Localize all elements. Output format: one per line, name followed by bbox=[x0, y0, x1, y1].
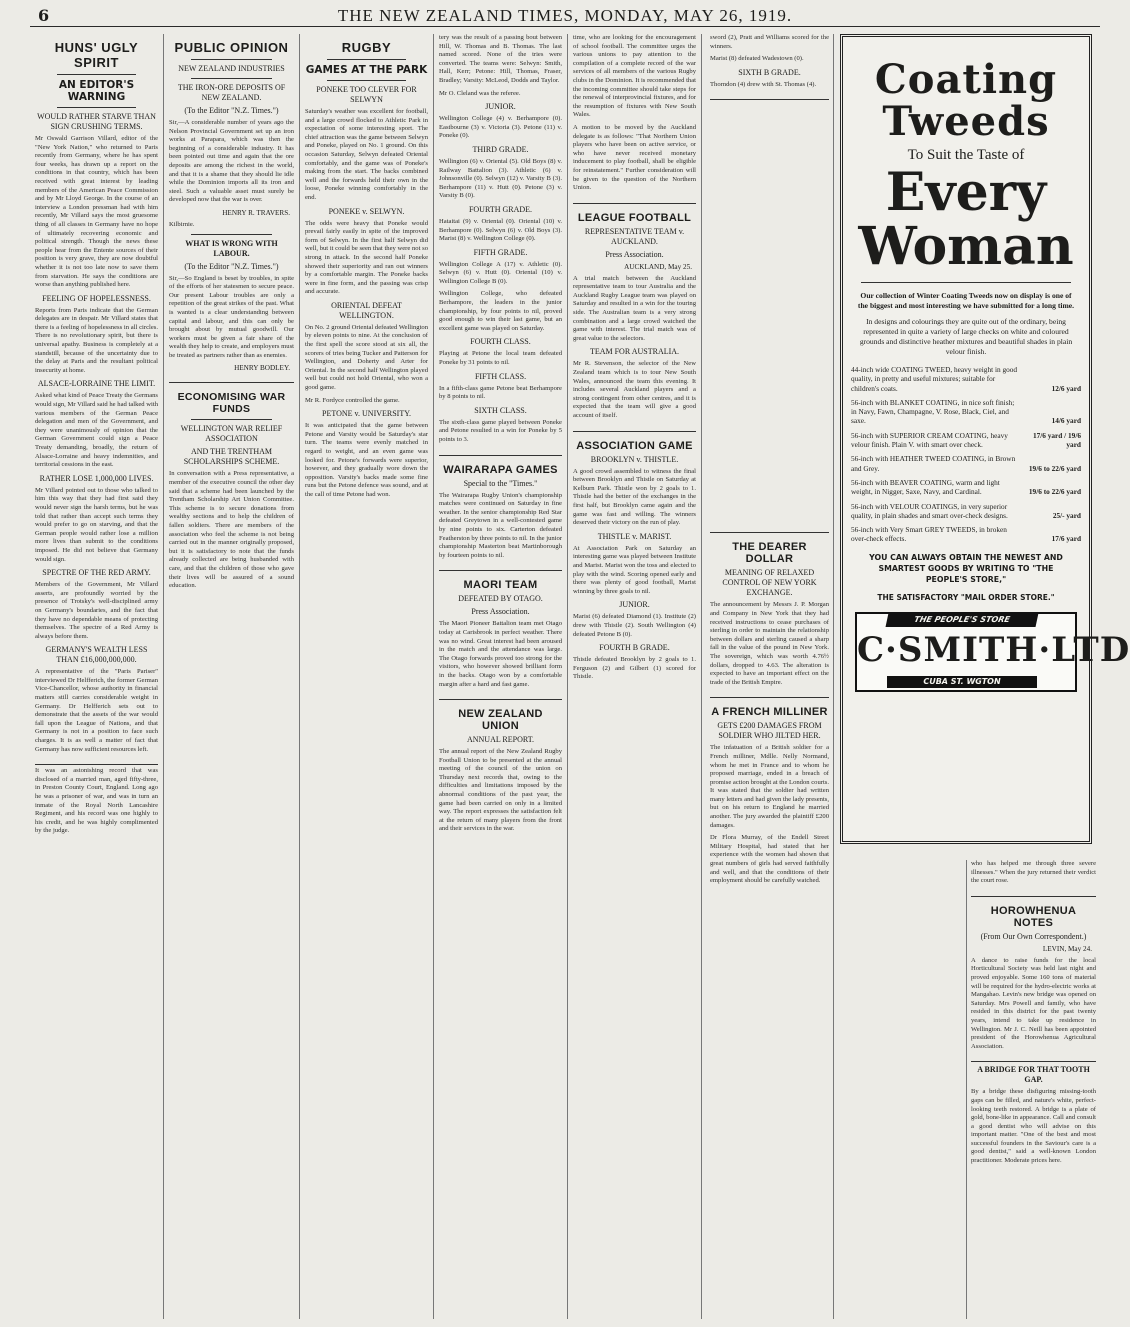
ad-mail-order: THE SATISFACTORY "MAIL ORDER STORE." bbox=[877, 592, 1055, 602]
ad-item-desc: 56-inch with VELOUR COATINGS, in very superior quality, in plain shades and smart over-check designs. bbox=[851, 501, 1008, 520]
article-paragraph: By a bridge these disfiguring missing-tooth gaps can be filled, and nature's white, perfect-looking teeth restored. A bridge is a plate of gold, bone-like in appearance. Call and consult a good dentist who will advise on this important matter. "One of the best and most successful founders in the Saviour's care is a good dentist," said a well-known London practitioner. Moderate prices here. bbox=[971, 1088, 1096, 1165]
article-paragraph: time, who are looking for the encouragement of school football. The committee urges the various unions to pay attention to the compilation of a complete record of the war services of all members of the various Rugby clubs in the Dominion. It is recommended that the incoming committee should take steps for the renewal of interprovincial fixtures, and for the resumption of fixtures with New South Wales. bbox=[573, 34, 696, 119]
ad-price-list bbox=[851, 365, 1081, 544]
subhead: SIXTH B GRADE. bbox=[738, 67, 801, 77]
results: Wellington College (4) v. Berhampore (0). Eastbourne (3) v. Victoria (3). Petone (11) v. Poneke (0). bbox=[439, 115, 562, 140]
ad-price-item bbox=[851, 478, 1081, 497]
byline: Special to the "Times." bbox=[463, 478, 538, 488]
subhead: SIXTH CLASS. bbox=[474, 405, 527, 415]
results: Wellington (6) v. Oriental (5). Old Boys (8) v. Railway Battalion (3). Athletic (6) v. Johnsonville (0). Selwyn (12) v. Varsity B (3). Berhampore (11) v. Hutt (0). Petone (3) v. Varsity B (0). bbox=[439, 157, 562, 200]
article-paragraph: Mr O. Cleland was the referee. bbox=[439, 89, 521, 97]
kicker: WELLINGTON WAR RELIEF ASSOCIATION bbox=[180, 424, 283, 444]
article-paragraph: The infatuation of a British soldier for a French milliner, Mdlle. Nelly Normand, whom he met in France and to whom he proposed marriage, ended in a breach of promise action brought at the London courts. It was stated that the soldier had written many letters and had given the lady presents, but on his return to England he married another. The jury awarded the plaintiff £200 damages. bbox=[710, 744, 829, 829]
divider bbox=[191, 419, 272, 420]
kicker-games-at-the-park: GAMES AT THE PARK bbox=[305, 64, 428, 76]
article-paragraph: tery was the result of a passing bout between Hill, W. Thomas and B. Thomas. The last named scored. None of the tries were converted. The teams were: Selwyn: Smith, Hall, Kerr; Petone: Hill, Thomas, Fraser, Bradley; Varsity: McLeod, Dodds and Taylor. bbox=[439, 34, 562, 84]
article-paragraph: The Maori Pioneer Battalion team met Otago today at Carisbrook in perfect weather. There was no wind. Great interest had been aroused in the match and the attendance was large. The Otago forwards proved too strong for the visitors, who however showed brilliant form in the backs. Otago won by a comfortable margin after a hard and fast game. bbox=[439, 620, 562, 688]
results: sword (2), Pratt and Williams scored for the winners. bbox=[710, 34, 829, 50]
ad-subtitle: To Suit the Taste of bbox=[907, 147, 1025, 163]
byline: Press Association. bbox=[605, 249, 664, 259]
ad-write-line: YOU CAN ALWAYS OBTAIN THE NEWEST AND SMARTEST GOODS BY WRITING TO "THE PEOPLE'S STORE," bbox=[869, 552, 1063, 584]
advertisement-coating-tweeds bbox=[840, 34, 1130, 844]
ad-price-item bbox=[851, 398, 1081, 426]
subheadline: WOULD RATHER STARVE THAN SIGN CRUSHING TERMS. bbox=[37, 112, 156, 131]
column-6 bbox=[706, 34, 834, 1319]
article-paragraph: It was an astonishing record that was disclosed of a married man, aged fifty-three, in Preston County Court, England. Long ago he was a prisoner of war, and was in turn an inmate of the Royal North Lancashire Regiment, and his record was one highly to his credit, and he was highly complimented by the judge. bbox=[35, 767, 158, 835]
article-paragraph: In a fifth-class game Petone beat Berhampore by 8 points to nil. bbox=[439, 384, 562, 401]
divider bbox=[191, 78, 272, 79]
logo-wordmark: C·SMITH·LTD bbox=[857, 629, 1130, 670]
divider bbox=[57, 107, 136, 108]
subheadline: PONEKE TOO CLEVER FOR SELWYN bbox=[316, 85, 417, 104]
subhead: FOURTH GRADE. bbox=[468, 204, 533, 214]
article-paragraph: Reports from Paris indicate that the German delegates are in despair. Mr Villard states that there is a feeling of hopelessness in all circles. There is no revolutionary spirit, but there is universal apathy. Business is completely at a standstill, because of the uncertainty due to the delay at Paris and the resultant political insecurity at home. bbox=[35, 306, 158, 374]
divider bbox=[439, 699, 562, 700]
article-paragraph: It was anticipated that the game between Petone and Varsity would be Saturday's star turn. The teams were evenly matched in regard to weight, and an even game was looked for. Petone's forwards were superior, however, and they gradually wore down the opposition. Varsity's backs made some fine runs but the Petone defence was sound, and at the call of time Petone had won. bbox=[305, 422, 428, 498]
ad-item-desc: 56-inch with HEATHER TWEED COATING, in Brown and Grey. bbox=[851, 454, 1016, 473]
ad-intro: Our collection of Winter Coating Tweeds now on display is one of the biggest and most interesting we have submitted for a long time. bbox=[857, 291, 1075, 310]
smith-store-logo bbox=[855, 612, 1130, 692]
results: Marist (8) defeated Wadestown (0). bbox=[710, 55, 804, 63]
ad-price-item bbox=[851, 365, 1081, 393]
headline-horowhenua-notes: HOROWHENUA NOTES bbox=[990, 904, 1077, 929]
results: Thorndon (4) drew with St. Thomas (4). bbox=[710, 80, 817, 88]
subhead: FEELING OF HOPELESSNESS. bbox=[42, 293, 151, 303]
article-paragraph: The annual report of the New Zealand Rugby Football Union to be presented at the annual meeting of the council of the union on Thursday next records that, owing to the difficulties and limitations imposed by the abnormal conditions of the past year, the game had been carried on only in a limited way. The report expresses the satisfaction felt at the return of many players from the front and their services in the war. bbox=[439, 748, 562, 833]
kicker: BROOKLYN v. THISTLE. bbox=[590, 454, 679, 464]
ad-item-price: 14/6 yard bbox=[1051, 416, 1081, 426]
subhead: PETONE v. UNIVERSITY. bbox=[322, 409, 411, 419]
ad-price-item bbox=[851, 431, 1081, 450]
logo-banner-top: THE PEOPLE'S STORE bbox=[886, 613, 1039, 627]
divider bbox=[971, 1061, 1096, 1062]
results: Marist (6) defeated Diamond (1). Institute (2) drew with Thistle (2). South Wellington (4) defeated Petone B (0). bbox=[573, 613, 696, 638]
divider bbox=[710, 697, 829, 698]
subhead: FOURTH CLASS. bbox=[470, 337, 531, 347]
ad-title-large: Every Woman bbox=[858, 162, 1074, 277]
subhead: THISTLE v. MARIST. bbox=[597, 531, 672, 541]
article-paragraph: In conversation with a Press representative, a member of the executive council the other day said that a scheme had been launched by the Trentham Scholarship Art Union Committee. This scheme is to secure donations from wealthy sections and to help the children of fallen soldiers. There are members of the association who feel the scheme is not being carried out in the manner originally proposed, but it is satisfactory to note that the funds already collected are being husbanded with care, and that the children of those who gave their lives will be assured of a sound education. bbox=[169, 470, 294, 590]
article-paragraph: The announcement by Messrs J. P. Morgan and Company in New York that they had received instructions to cease purchases of sterling in order to maintain the relationship between dollars and sterling caused a sharp fall in the value of the pound in New York. The sovereign, which was worth 4.76½ dollars, dropped to 4.63. The alteration is expected to have an important effect on the trade of the British Empire. bbox=[710, 601, 829, 686]
ad-item-price: 17/6 yard bbox=[1051, 534, 1081, 544]
headline-huns-ugly-spirit: HUNS' UGLY SPIRIT bbox=[54, 40, 139, 70]
headline-french-milliner: A FRENCH MILLINER bbox=[711, 706, 828, 719]
page-columns bbox=[30, 34, 1130, 1319]
column-1 bbox=[30, 34, 164, 1319]
letter-signoff: HENRY BODLEY. bbox=[234, 364, 290, 373]
headline-public-opinion: PUBLIC OPINION bbox=[174, 40, 289, 55]
subhead: ORIENTAL DEFEAT WELLINGTON. bbox=[331, 300, 402, 320]
byline: (From Our Own Correspondent.) bbox=[980, 931, 1087, 941]
column-3 bbox=[300, 34, 434, 1319]
article-paragraph: Asked what kind of Peace Treaty the Germans would sign, Mr Villard said he had talked with various members of the German Peace delegation and men of the Government, and they were unanimously of opinion that the German Government could sign a Peace Treaty demanding, broadly, the return of Alsace-Lorraine and heavy indemnities, and territorial cessions in the east. bbox=[35, 392, 158, 469]
subhead: FIFTH GRADE. bbox=[473, 247, 528, 257]
divider bbox=[439, 570, 562, 571]
article-paragraph: The Wairarapa Rugby Union's championship matches were continued on Saturday in fine weather. In the senior championship Red Star defeated Greytown in a well-contested game by nine points to six. Carterton defeated Featherston by three points to nil. In the junior championship Masterton beat Martinborough by fourteen points to nil. bbox=[439, 491, 562, 559]
kicker: ANNUAL REPORT. bbox=[466, 735, 535, 745]
subhead: GERMANY'S WEALTH LESS THAN £16,000,000,000. bbox=[45, 645, 148, 665]
spacer bbox=[710, 102, 829, 522]
article-paragraph: Saturday's weather was excellent for football, and a large crowd flocked to Athletic Park in expectation of some interesting sport. The chief attraction was the game between Selwyn and Poneke, played on No. 1 ground. On this occasion Saturday, Selwyn defeated Oriental comfortably, and the game was of Poneke's making from the start. The backs combined well and the forwards held their own in the loose, Poneke winning comfortably in the end. bbox=[305, 108, 428, 201]
kicker-editors-warning: AN EDITOR'S WARNING bbox=[58, 79, 135, 103]
headline-dearer-dollar: THE DEARER DOLLAR bbox=[732, 541, 807, 566]
ad-item-price: 25/- yard bbox=[1052, 510, 1081, 520]
kicker-new-zealand-industries: NEW ZEALAND INDUSTRIES bbox=[178, 64, 285, 73]
results: Thistle defeated Brooklyn by 2 goals to 1. Ferguson (2) and Gilbert (1) scored for Thistle. bbox=[573, 656, 696, 681]
column-4 bbox=[434, 34, 568, 1319]
subhead: JUNIOR. bbox=[619, 600, 650, 610]
letter-place: Kilbirnie. bbox=[169, 220, 195, 228]
ad-item-price: 17/6 yard / 19/6 yard bbox=[1032, 430, 1081, 450]
salutation: (To the Editor "N.Z. Times.") bbox=[184, 261, 279, 271]
article-paragraph: Wellington College, who defeated Berhampore, the leaders in the junior championship, by four points to nil, proved good enough to win their last game, but an excellent game was played on Saturday. bbox=[439, 290, 562, 332]
article-paragraph: Playing at Petone the local team defeated Poneke by 31 points to nil. bbox=[439, 350, 562, 367]
article-paragraph: A representative of the "Paris Pariser" interviewed Dr Helfferich, the former German Vice-Chancellor, whose authority in financial matters still carries considerable weight in Germany. Dr Helfferich sets out to demonstrate that the assets of the war would fall upon the League of Nations, and that Germany is not in a position to face such charges. It is as well a matter of fact that Germany has now sufficient resources left. bbox=[35, 668, 158, 753]
headline-association-game: ASSOCIATION GAME bbox=[576, 439, 693, 452]
subhead: FIFTH CLASS. bbox=[474, 371, 527, 381]
article-paragraph: Members of the Government, Mr Villard asserts, are profoundly worried by the presence of Trotsky's well-disciplined army on Germany's boundaries, and the fact that they have no dependable means of protecting themselves. The spectre of a Red Army is always before them. bbox=[35, 581, 158, 640]
article-paragraph: A motion to be moved by the Auckland delegate is as follows: "That Northern Union players who have been on active service, or who have never received monetary inducement to play football, shall be eligible for reinstatement." Further consideration will be given to the question of the Northern Union. bbox=[573, 123, 696, 192]
ad-item-desc: 56-inch with BEAVER COATING, warm and light weight, in Nigger, Saxe, Navy, and Cardinal. bbox=[851, 477, 1000, 497]
article-paragraph: A trial match between the Auckland representative team to tour Australia and the Auckland Rugby League team was played on Saturday and resulted in a win for the touring side. The Australian team is a very strong combination and a large crowd watched the game with interest. The trial match was of great value to the selectors. bbox=[573, 274, 696, 342]
page-number: 6 bbox=[38, 6, 50, 25]
ad-item-price: 19/6 to 22/6 yard bbox=[1028, 487, 1081, 497]
salutation: (To the Editor "N.Z. Times.") bbox=[184, 106, 279, 115]
subhead: RATHER LOSE 1,000,000 LIVES. bbox=[39, 473, 154, 483]
column-7 bbox=[966, 860, 1100, 1319]
divider bbox=[439, 455, 562, 456]
kicker: DEFEATED BY OTAGO. bbox=[458, 594, 543, 604]
subhead: TEAM FOR AUSTRALIA. bbox=[589, 347, 680, 357]
subhead: THIRD GRADE. bbox=[472, 144, 529, 154]
results: Wellington College A (17) v. Athletic (0). Selwyn (6) v. Hutt (0). Oriental (10) v. Wellington College B (0). bbox=[439, 260, 562, 285]
subhead: SPECTRE OF THE RED ARMY. bbox=[42, 568, 151, 578]
headline-wairarapa-games: WAIRARAPA GAMES bbox=[443, 463, 558, 476]
article-paragraph: At Association Park on Saturday an interesting game was played between Institute and Marist. Marist won the toss and elected to play with the wind. Scoring opened early and there was plenty of good football, Marist winning by three goals to nil. bbox=[573, 544, 696, 595]
headline-rugby: RUGBY bbox=[341, 40, 392, 55]
divider bbox=[710, 532, 829, 533]
article-paragraph: The odds were heavy that Poneke would prevail fairly easily in spite of the improved form of Selwyn. In the first half Selwyn did well, but it could be seen that they were not so strong in attack. In the second half Poneke showed their superiority and ran out winners by a comfortable margin. The Poneke backs were in fine form, and the passing was crisp and accurate. bbox=[305, 219, 428, 296]
divider bbox=[327, 59, 406, 60]
subhead: FOURTH B GRADE. bbox=[599, 643, 670, 653]
article-paragraph: Mr R. Stevenson, the selector of the New Zealand team which is to tour New South Wales, announced the team this evening. It includes several Auckland players and a strong contingent from other centres, and it is expected that the team will give a good account of itself. bbox=[573, 360, 696, 419]
dateline: AUCKLAND, May 25. bbox=[624, 262, 692, 271]
dateline: LEVIN, May 24. bbox=[1042, 944, 1092, 953]
divider bbox=[861, 282, 1071, 283]
subhead: JUNIOR. bbox=[485, 102, 516, 112]
divider bbox=[971, 896, 1096, 897]
paper-title: THE NEW ZEALAND TIMES, MONDAY, MAY 26, 1919. bbox=[337, 6, 793, 25]
divider bbox=[191, 234, 272, 235]
ad-title: Coating Tweeds bbox=[874, 56, 1058, 145]
byline: Press Association. bbox=[471, 607, 530, 617]
ad-item-desc: 56-inch with SUPERIOR CREAM COATING, heavy velour finish. Plain V. with smart over check. bbox=[851, 430, 1008, 450]
subhead: A BRIDGE FOR THAT TOOTH GAP. bbox=[977, 1065, 1090, 1085]
results: Hataitai (9) v. Oriental (0). Oriental (10) v. Berhampore (0). Selwyn (6) v. Old Boys (3). Marist (8) v. Wellington College (0). bbox=[439, 217, 562, 243]
article-paragraph: A good crowd assembled to witness the final between Brooklyn and Thistle on Saturday at Kelburn Park. Thistle won by 2 goals to 1. Thistle had the better of the exchanges in the first half, but Brooklyn came again and the game was fast and willing. The winners deserved their victory on the run of play. bbox=[573, 467, 696, 527]
subheadline: WHAT IS WRONG WITH LABOUR. bbox=[185, 238, 278, 258]
divider bbox=[327, 80, 406, 81]
letter-paragraph: Sir,—So England is beset by troubles, in spite of the efforts of her statesmen to secure peace. Our present Labour troubles are only a repetition of the great strikes of the past. What is wanted is a clear understanding between capital and labour, and this can only be brought about by mutual goodwill. Our workers must be given a fair share of the wealth they help to create, and employers must be treated as partners rather than as enemies. bbox=[169, 274, 294, 359]
logo-banner-bottom: CUBA ST. WGTON bbox=[887, 676, 1037, 688]
subhead: ALSACE-LORRAINE THE LIMIT. bbox=[37, 379, 156, 389]
article-paragraph: who has helped me through three severe illnesses." When the jury returned their verdict the court rose. bbox=[971, 860, 1096, 885]
article-paragraph: Mr R. Fordyce controlled the game. bbox=[305, 396, 400, 404]
letter-paragraph: Sir,—A considerable number of years ago the Nelson Provincial Government set up an iron works at Parapara, which was then the beginning of a considerable industry. It has been pointed out time and again that the ore deposits are among the richest in the world, and that it is a shame that they should lie idle while the Dominion imports all its iron and steel. Such a valuable asset must surely be developed now that the war is over. bbox=[169, 119, 294, 204]
kicker: REPRESENTATIVE TEAM v. AUCKLAND. bbox=[584, 226, 685, 246]
divider bbox=[191, 59, 272, 60]
subheadline: AND THE TRENTHAM SCHOLARSHIPS SCHEME. bbox=[183, 447, 280, 467]
divider bbox=[169, 382, 294, 383]
headline-economising-war-funds: ECONOMISING WAR FUNDS bbox=[177, 391, 286, 416]
subheadline: THE IRON-ORE DEPOSITS OF NEW ZEALAND. bbox=[177, 83, 286, 102]
kicker: GETS £200 DAMAGES FROM SOLDIER WHO JILTED HER. bbox=[717, 721, 822, 741]
article-paragraph: The sixth-class game played between Poneke and Petone resulted in a win for Poneke by 5 points to 3. bbox=[439, 418, 562, 443]
divider bbox=[710, 99, 829, 100]
headline-new-zealand-union: NEW ZEALAND UNION bbox=[458, 708, 543, 733]
kicker: MEANING OF RELAXED CONTROL OF NEW YORK EXCHANGE. bbox=[722, 568, 817, 598]
subhead: PONEKE v. SELWYN. bbox=[328, 206, 405, 216]
ad-price-item bbox=[851, 454, 1081, 473]
ad-price-item bbox=[851, 502, 1081, 521]
headline-maori-team: MAORI TEAM bbox=[463, 579, 538, 592]
advertisement-wrapper bbox=[834, 34, 1130, 854]
article-paragraph: Mr Villard pointed out to those who talked to him this way that they had first said they would never sign the harsh terms, but he was told that rather than accept such terms they would prefer to go on starving, and that the German people would rather lose a million more lives than submit to the conditions imposed. He did not believe that Germany would sign. bbox=[35, 486, 158, 563]
article-paragraph: On No. 2 ground Oriental defeated Wellington by eleven points to nine. At the conclusion of the first spell the score stood at six all, the scorers of tries being Tucker and Patterson for Wellington, and Doherty and Arter for Oriental. In the second half Wellington played well but could not hold Oriental, who won a good game. bbox=[305, 323, 428, 392]
ad-item-desc: 56-inch with Very Smart GREY TWEEDS, in broken over-check effects. bbox=[851, 525, 1007, 544]
headline-league-football: LEAGUE FOOTBALL bbox=[577, 211, 692, 224]
ad-item-price: 19/6 to 22/6 yard bbox=[1028, 463, 1081, 473]
ad-item-desc: 56-inch with BLANKET COATING, in nice soft finish; in Navy, Fawn, Champagne, V. Rose, Black, Ciel, and saxe. bbox=[851, 397, 1015, 426]
letter-signoff: HENRY R. TRAVERS. bbox=[222, 208, 290, 217]
article-paragraph: A dance to raise funds for the local Horticultural Society was held last night and proved enjoyable. Some 160 tons of material will be required for the hydro-electric works at Mangahao. Levin's new bridge was opened on Saturday. Mrs Powell and family, who have resided in this district for the past twenty years, intend to take up residence in Wellington. Mr J. C. Neill has been appointed president of the Horowhenua Agricultural Association. bbox=[971, 956, 1096, 1050]
article-paragraph: Mr Oswald Garrison Villard, editor of the "New York Nation," who returned to Paris recently from Germany, where he has spent four weeks, has drawn up a report on the conditions in that country, which has been received with great interest by leading members of the American Peace Commission and by Mr Lloyd George. In the course of an interview a London pressman had with him recently, Mr Villard says the most gruesome thing of all classes in Germany have no hope of ultimately recovering economic and political strength. Though the news these people hear from the Entente sources of their position is very grave, they are now doubtful whether it is not too late now to save them from starvation. He says the conditions are worse than anything published here. bbox=[35, 135, 158, 289]
ad-item-price: 12/6 yard bbox=[1051, 383, 1081, 393]
right-area bbox=[702, 34, 1130, 1319]
ad-intro: In designs and colourings they are quite out of the ordinary, being represented in quite a variety of large checks on white and coloured grounds and distinctive heather mixtures and beautiful shades in plain velour finish. bbox=[859, 317, 1073, 356]
divider bbox=[57, 74, 136, 75]
divider bbox=[35, 764, 158, 765]
article-paragraph: Dr Flora Murray, of the Endell Street Military Hospital, had stated that her experience with the women had shown that great numbers of girls had served faithfully and well, and that the conditions of their employment should be carefully watched. bbox=[710, 834, 829, 885]
column-2 bbox=[164, 34, 300, 1319]
ad-item-desc: 44-inch wide COATING TWEED, heavy weight in good quality, in pretty and useful mixtures; suitable for children's coats. bbox=[851, 365, 1018, 393]
ad-price-item bbox=[851, 525, 1081, 544]
divider bbox=[573, 431, 696, 432]
divider bbox=[573, 203, 696, 204]
column-5 bbox=[568, 34, 702, 1319]
masthead bbox=[30, 4, 1100, 27]
